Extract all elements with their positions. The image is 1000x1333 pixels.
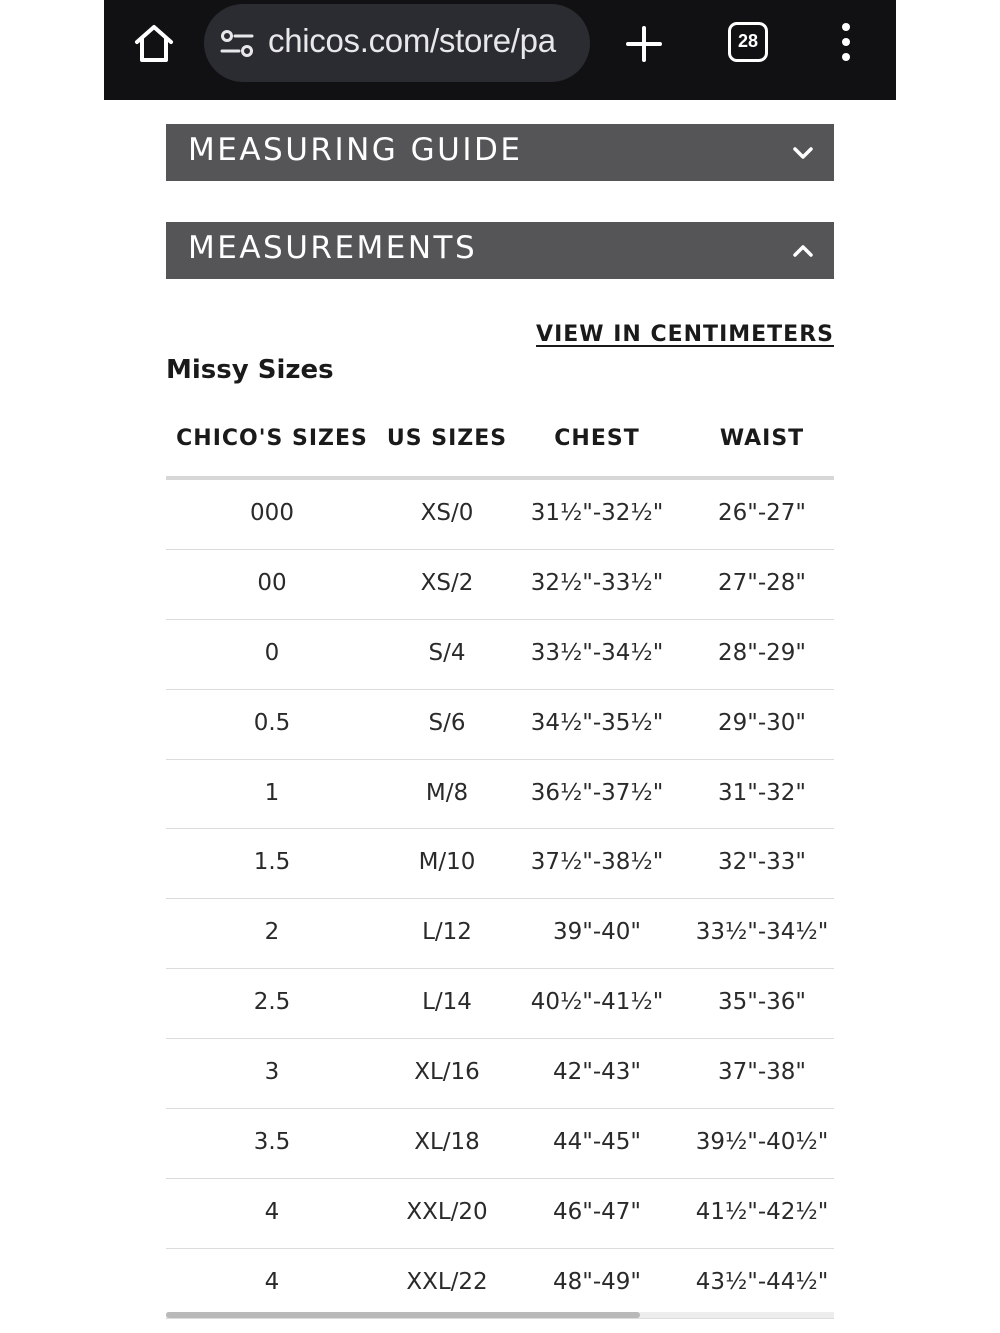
tab-switcher-button[interactable]: 28	[728, 22, 768, 62]
accordion-label: MEASUREMENTS	[188, 230, 478, 266]
header-us-sizes: US SIZES	[386, 426, 508, 451]
cell-chicos-size: 4	[264, 1198, 280, 1225]
cell-chest: 46"-47"	[553, 1198, 641, 1225]
horizontal-scrollbar-thumb[interactable]	[166, 1312, 640, 1318]
cell-chicos-size: 0.5	[253, 709, 291, 736]
accordion-label: MEASURING GUIDE	[188, 132, 523, 168]
table-row	[166, 760, 834, 830]
table-row	[166, 1039, 834, 1109]
cell-us-size: S/4	[428, 639, 466, 666]
cell-waist: 28"-29"	[718, 639, 806, 666]
plus-icon[interactable]	[622, 22, 666, 66]
cell-chest: 31½"-32½"	[530, 500, 664, 526]
cell-waist: 41½"-42½"	[695, 1198, 829, 1225]
table-row	[166, 829, 834, 899]
cell-us-size: XL/16	[414, 1059, 480, 1086]
header-chicos-sizes: CHICO'S SIZES	[176, 426, 368, 451]
cell-waist: 32"-33"	[718, 849, 806, 876]
cell-us-size: L/14	[422, 989, 472, 1016]
cell-waist: 43½"-44½"	[695, 1268, 829, 1295]
cell-chicos-size: 2	[264, 919, 280, 946]
site-settings-icon[interactable]	[220, 28, 254, 60]
cell-waist: 39½"-40½"	[695, 1129, 829, 1156]
cell-chest: 32½"-33½"	[530, 569, 664, 596]
cell-us-size: S/6	[428, 709, 466, 736]
cell-us-size: M/10	[418, 849, 476, 876]
browser-viewport	[104, 0, 896, 1333]
cell-chest: 34½"-35½"	[530, 709, 664, 736]
table-row	[166, 969, 834, 1039]
cell-us-size: XS/2	[420, 569, 474, 596]
cell-chicos-size: 00	[257, 569, 287, 596]
table-row	[166, 690, 834, 760]
cell-waist: 29"-30"	[718, 709, 806, 736]
table-row	[166, 1249, 834, 1319]
cell-waist: 35"-36"	[718, 989, 806, 1016]
cell-chest: 44"-45"	[553, 1129, 641, 1156]
table-header-row	[166, 408, 834, 480]
cell-us-size: XS/0	[420, 500, 474, 526]
cell-chest: 48"-49"	[553, 1268, 641, 1295]
cell-us-size: XL/18	[414, 1129, 480, 1156]
cell-chest: 39"-40"	[553, 919, 641, 946]
browser-toolbar	[104, 0, 896, 100]
url-text[interactable]: chicos.com/store/pa	[268, 22, 556, 59]
cell-chest: 40½"-41½"	[530, 989, 664, 1016]
measuring-guide-accordion[interactable]	[166, 124, 834, 181]
table-row	[166, 1179, 834, 1249]
cell-chicos-size: 0	[264, 639, 280, 666]
table-row	[166, 550, 834, 620]
cell-chicos-size: 000	[250, 500, 294, 526]
cell-chicos-size: 2.5	[253, 989, 291, 1016]
chevron-up-icon	[790, 238, 816, 264]
header-chest: CHEST	[554, 426, 640, 451]
table-body	[166, 480, 834, 1319]
cell-us-size: M/8	[425, 779, 469, 806]
table-row	[166, 1109, 834, 1179]
view-in-centimeters-link[interactable]: VIEW IN CENTIMETERS	[536, 322, 834, 347]
cell-chest: 42"-43"	[553, 1059, 641, 1086]
table-row	[166, 620, 834, 690]
cell-chicos-size: 3	[264, 1059, 280, 1086]
cell-waist: 27"-28"	[718, 569, 806, 596]
cell-us-size: XXL/20	[406, 1198, 488, 1225]
cell-chicos-size: 1	[264, 779, 280, 806]
cell-us-size: L/12	[422, 919, 472, 946]
cell-chicos-size: 3.5	[253, 1129, 291, 1156]
cell-chest: 37½"-38½"	[530, 849, 664, 876]
cell-waist: 37"-38"	[718, 1059, 806, 1086]
cell-waist: 33½"-34½"	[695, 919, 829, 946]
table-row	[166, 899, 834, 969]
section-title: Missy Sizes	[166, 355, 334, 385]
chevron-down-icon	[790, 140, 816, 166]
table-row	[166, 480, 834, 550]
cell-waist: 26"-27"	[718, 500, 806, 526]
cell-chicos-size: 4	[264, 1268, 280, 1295]
measurements-accordion[interactable]	[166, 222, 834, 279]
cell-waist: 31"-32"	[718, 779, 806, 806]
cell-chest: 36½"-37½"	[530, 779, 664, 806]
more-vert-icon[interactable]	[832, 20, 860, 64]
address-bar[interactable]	[204, 4, 590, 82]
cell-us-size: XXL/22	[406, 1268, 488, 1295]
cell-chest: 33½"-34½"	[530, 639, 664, 666]
header-waist: WAIST	[719, 426, 805, 451]
size-table	[166, 408, 834, 1319]
home-icon[interactable]	[130, 20, 178, 68]
cell-chicos-size: 1.5	[253, 849, 291, 876]
